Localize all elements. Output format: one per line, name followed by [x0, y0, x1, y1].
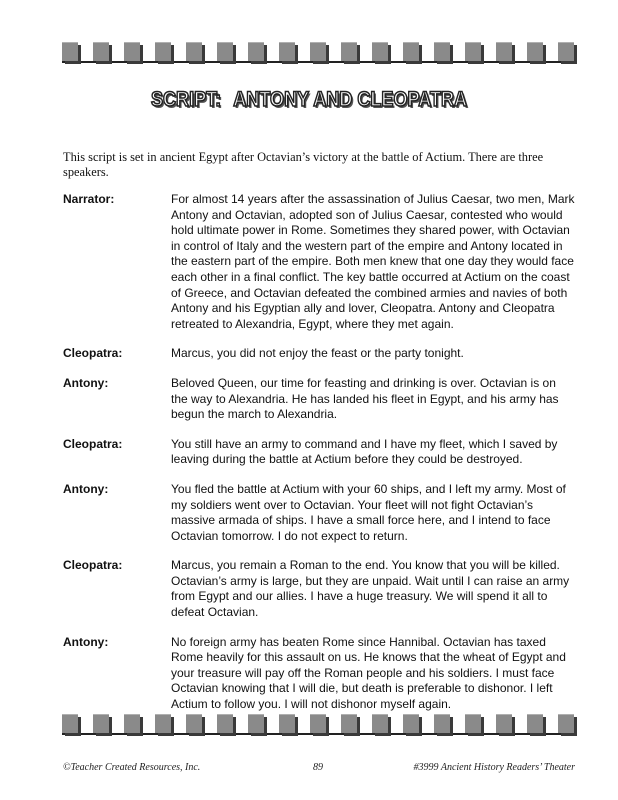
- footer-publisher: ©Teacher Created Resources, Inc.: [63, 762, 201, 773]
- border-square: [93, 42, 109, 61]
- footer-book-title: #3999 Ancient History Readers’ Theater: [413, 762, 575, 773]
- intro-paragraph: This script is set in ancient Egypt after Octavian’s victory at the battle of Actium. There are three speakers.: [63, 150, 544, 179]
- speaker-line: Beloved Queen, our time for feasting and drinking is over. Octavian is on the way to Alexandria. He has landed his fleet in Egypt, and his army has begun the march to Alexandria.: [171, 375, 559, 422]
- title-prefix: SCRIPT:: [150, 88, 222, 111]
- speaker-label: Cleopatra:: [63, 346, 123, 361]
- border-square: [248, 42, 264, 61]
- border-square: [310, 42, 326, 61]
- border-square: [248, 714, 264, 733]
- script-entry: [63, 346, 575, 362]
- border-square: [124, 714, 140, 733]
- speaker-line: You still have an army to command and I have my fleet, which I saved by leaving during the battle at Actium before they could be destroyed.: [171, 436, 558, 467]
- border-square: [279, 42, 295, 61]
- border-square: [465, 42, 481, 61]
- border-square: [558, 714, 574, 733]
- speaker-label: Narrator:: [63, 192, 115, 206]
- border-square: [372, 42, 388, 61]
- border-square: [341, 42, 357, 61]
- speaker-line: No foreign army has beaten Rome since Hannibal. Octavian has taxed Rome heavily for this assault on us. He knows that the wheat of Egypt and your treasure will pay off the Roman people and his soldiers. I must face Octavian knowing that I will die, but death is preferable to dishonor. I left Actium to follow you. I will not dishonor myself again.: [171, 634, 566, 712]
- border-square: [434, 42, 450, 61]
- border-square: [558, 42, 574, 61]
- border-square: [186, 42, 202, 61]
- title-main: ANTONY AND CLEOPATRA: [233, 88, 468, 111]
- border-square: [124, 42, 140, 61]
- border-squares: [62, 714, 574, 736]
- speaker-label: Antony:: [63, 634, 109, 649]
- border-square: [403, 714, 419, 733]
- border-square: [310, 714, 326, 733]
- border-square: [186, 714, 202, 733]
- border-square: [341, 714, 357, 733]
- border-square: [62, 42, 78, 61]
- page-number: 89: [313, 762, 323, 773]
- border-square: [93, 714, 109, 733]
- speaker-label: Antony:: [63, 481, 109, 496]
- border-square: [217, 714, 233, 733]
- border-square: [527, 42, 543, 61]
- speaker-line: For almost 14 years after the assassination of Julius Caesar, two men, Mark Antony and Octavian, adopted son of Julius Caesar, contested who would hold ultimate power in Rome. Sometimes they shared power, with Octavian in control of Italy and the western part of the empire and Antony located in the eastern part of the empire. Both men knew that one day they would face each other in a final conflict. The key battle occurred at Actium on the coast of Greece, and Octavian defeated the combined armies and navies of both Antony and his Egyptian ally and lover, Cleopatra. Antony and Cleopatra retreated to Alexandria, Egypt, where they met again.: [171, 192, 575, 331]
- script-entry: [63, 558, 575, 620]
- border-square: [155, 714, 171, 733]
- speaker-line: Marcus, you remain a Roman to the end. You know that you will be killed. Octavian’s army is large, but they are unpaid. Wait until I can raise an army from Egypt and our allies. I have a huge treasury. We will spend it all to defeat Octavian.: [171, 558, 570, 620]
- border-square: [279, 714, 295, 733]
- bottom-decorative-border: [62, 714, 574, 744]
- speaker-line: You fled the battle at Actium with your 60 ships, and I left my army. Most of my soldiers went over to Octavian. Your fleet will not fight Octavian’s massive armada of ships. I have a small force here, and I intend to face Octavian tomorrow. I do not expect to return.: [171, 481, 566, 543]
- border-square: [496, 42, 512, 61]
- speaker-label: Antony:: [63, 375, 109, 390]
- border-square: [217, 42, 233, 61]
- speaker-label: Cleopatra:: [63, 436, 123, 451]
- border-square: [465, 714, 481, 733]
- border-square: [403, 42, 419, 61]
- top-decorative-border: [62, 42, 574, 72]
- script-entry: [63, 635, 575, 713]
- border-square: [434, 714, 450, 733]
- border-square: [496, 714, 512, 733]
- script-entry: [63, 376, 575, 423]
- script-entry: [63, 437, 575, 468]
- speaker-line: Marcus, you did not enjoy the feast or the party tonight.: [171, 346, 464, 361]
- speaker-label: Cleopatra:: [63, 558, 123, 573]
- script-body: [63, 192, 575, 727]
- border-square: [62, 714, 78, 733]
- border-square: [527, 714, 543, 733]
- border-square: [372, 714, 388, 733]
- page-footer: [63, 762, 575, 778]
- page-title: [43, 88, 574, 112]
- border-square: [155, 42, 171, 61]
- script-entry: [63, 192, 575, 332]
- script-entry: [63, 482, 575, 544]
- border-squares: [62, 42, 574, 64]
